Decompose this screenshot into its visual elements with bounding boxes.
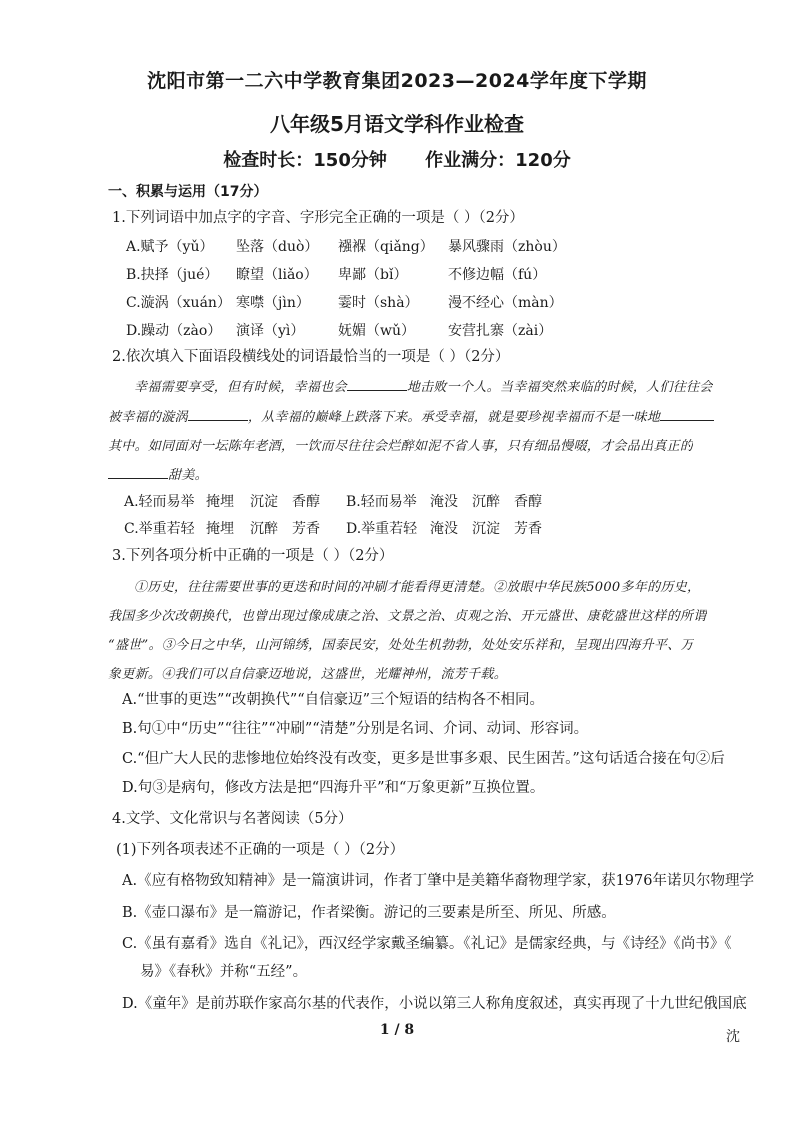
answer-blank <box>188 408 248 421</box>
q3-option-a: A.“世事的更迭”“改朝换代”“自信豪迈”三个短语的结构各不相同。 <box>122 692 545 708</box>
answer-blank <box>660 408 714 421</box>
q3-option-d: D.句③是病句，修改方法是把“四海升平”和“万象更新”互换位置。 <box>122 780 545 796</box>
q3-passage-line4: 象更新。④我们可以自信豪迈地说，这盛世，光耀神州，流芳千载。 <box>108 667 508 682</box>
q1-option-b4: 不修边幅（fú） <box>448 267 547 283</box>
q1-option-a3: 襁褓（qiǎng） <box>338 239 434 255</box>
q2-passage-line4: 甜美。 <box>108 464 208 483</box>
q1-option-b3: 卑鄙（bǐ） <box>338 267 408 283</box>
q1-option-c4: 漫不经心（màn） <box>448 295 563 311</box>
q1-option-d3: 妩媚（wǔ） <box>338 323 415 339</box>
q2-stem: 2.依次填入下面语段横线处的词语最恰当的一项是（ ）（2分） <box>112 349 510 365</box>
q2-option-b2: 淹没 <box>430 494 458 510</box>
q2-option-a4: 香醇 <box>292 494 320 510</box>
q1-option-a2: 坠落（duò） <box>236 239 319 255</box>
q3-option-b: B.句①中“历史”“往往”“冲刷”“清楚”分别是名词、介词、动词、形容词。 <box>122 721 589 737</box>
q2-option-d1: D.举重若轻 <box>346 521 418 537</box>
q2-option-c1: C.举重若轻 <box>124 521 195 537</box>
exam-meta <box>0 146 794 172</box>
page-number: 1 / 8 <box>379 1022 415 1038</box>
answer-blank <box>108 466 168 479</box>
q2-option-a3: 沉淀 <box>250 494 278 510</box>
q2-passage-line2: 被幸福的漩涡 ，从幸福的巅峰上跌落下来。承受幸福，就是要珍视幸福而不是一味地 <box>108 406 714 425</box>
q4-option-c-cont: 易》《春秋》并称“五经”。 <box>140 964 308 980</box>
q3-option-c: C.“但广大人民的悲惨地位始终没有改变，更多是世事多艰、民生困苦。”这句话适合接在句②后 <box>122 751 725 767</box>
exam-fullscore: 作业满分：120分 <box>425 150 571 171</box>
corner-mark: 沈 <box>726 1029 740 1045</box>
q2-option-c4: 芳香 <box>292 521 320 537</box>
section-heading: 一、积累与运用（17分） <box>108 184 268 200</box>
answer-blank <box>347 378 407 391</box>
q4-sub1-stem: (1)下列各项表述不正确的一项是（ ）（2分） <box>116 842 405 858</box>
q2-passage-line3: 其中。如同面对一坛陈年老酒，一饮而尽往往会烂醉如泥不省人事，只有细品慢啜，才会品出真正的 <box>108 439 694 454</box>
q2-passage-line1: 幸福需要享受，但有时候，幸福也会 地击败一个人。当幸福突然来临的时候，人们往往会 <box>134 380 713 395</box>
q1-option-b1: B.抉择（jué） <box>126 267 219 283</box>
q2-option-d2: 淹没 <box>430 521 458 537</box>
q1-option-b2: 瞭望（liǎo） <box>236 267 318 283</box>
q1-option-d1: D.躁动（zào） <box>126 323 222 339</box>
q1-option-a4: 暴风骤雨（zhòu） <box>448 239 566 255</box>
q4-option-d: D.《童年》是前苏联作家高尔基的代表作，小说以第三人称角度叙述，真实再现了十九世纪俄国底 <box>122 996 747 1012</box>
q1-option-c3: 霎时（shà） <box>338 295 419 311</box>
q4-option-b: B.《壶口瀑布》是一篇游记，作者梁衡。游记的三要素是所至、所见、所感。 <box>122 905 616 921</box>
q2-option-a1: A.轻而易举 <box>124 494 195 510</box>
q1-option-d2: 演译（yì） <box>236 323 305 339</box>
q1-option-a1: A.赋予（yǔ） <box>126 239 214 255</box>
q4-option-a: A.《应有格物致知精神》是一篇演讲词，作者丁肇中是美籍华裔物理学家，获1976年诺贝尔物理学 <box>122 873 754 889</box>
q3-stem: 3.下列各项分析中正确的一项是（ ）（2分） <box>112 548 394 564</box>
q2-option-b1: B.轻而易举 <box>346 494 417 510</box>
q2-option-c3: 沉醉 <box>250 521 278 537</box>
q1-option-c2: 寒噤（jìn） <box>236 295 310 311</box>
q4-option-c: C.《虽有嘉肴》选自《礼记》，西汉经学家戴圣编纂。《礼记》是儒家经典，与《诗经》《尚书》《 <box>122 936 732 952</box>
q1-option-d4: 安营扎寨（zài） <box>448 323 553 339</box>
q3-passage-line2: 我国多少次改朝换代，也曾出现过像成康之治、文景之治、贞观之治、开元盛世、康乾盛世这样的所谓 <box>108 609 707 624</box>
q2-option-a2: 掩埋 <box>206 494 234 510</box>
q2-option-b4: 香醇 <box>514 494 542 510</box>
q3-passage-line1: ①历史，往往需要世事的更迭和时间的冲刷才能看得更清楚。②放眼中华民族5000多年的历史， <box>134 580 701 595</box>
q1-stem: 1.下列词语中加点字的字音、字形完全正确的一项是（ ）（2分） <box>112 210 524 226</box>
exam-title: 沈阳市第一二六中学教育集团2023—2024学年度下学期 <box>147 70 647 92</box>
exam-subtitle: 八年级5月语文学科作业检查 <box>270 112 524 136</box>
q2-option-c2: 掩埋 <box>206 521 234 537</box>
q3-passage-line3: “盛世”。③今日之中华，山河锦绣，国泰民安，处处生机勃勃，处处安乐祥和，呈现出四海升平、万 <box>108 638 694 653</box>
q2-option-d4: 芳香 <box>514 521 542 537</box>
q2-option-d3: 沉淀 <box>472 521 500 537</box>
q4-heading: 4.文学、文化常识与名著阅读（5分） <box>112 811 353 827</box>
q2-option-b3: 沉醉 <box>472 494 500 510</box>
q1-option-c1: C.漩涡（xuán） <box>126 295 231 311</box>
exam-duration: 检查时长：150分钟 <box>223 150 387 171</box>
